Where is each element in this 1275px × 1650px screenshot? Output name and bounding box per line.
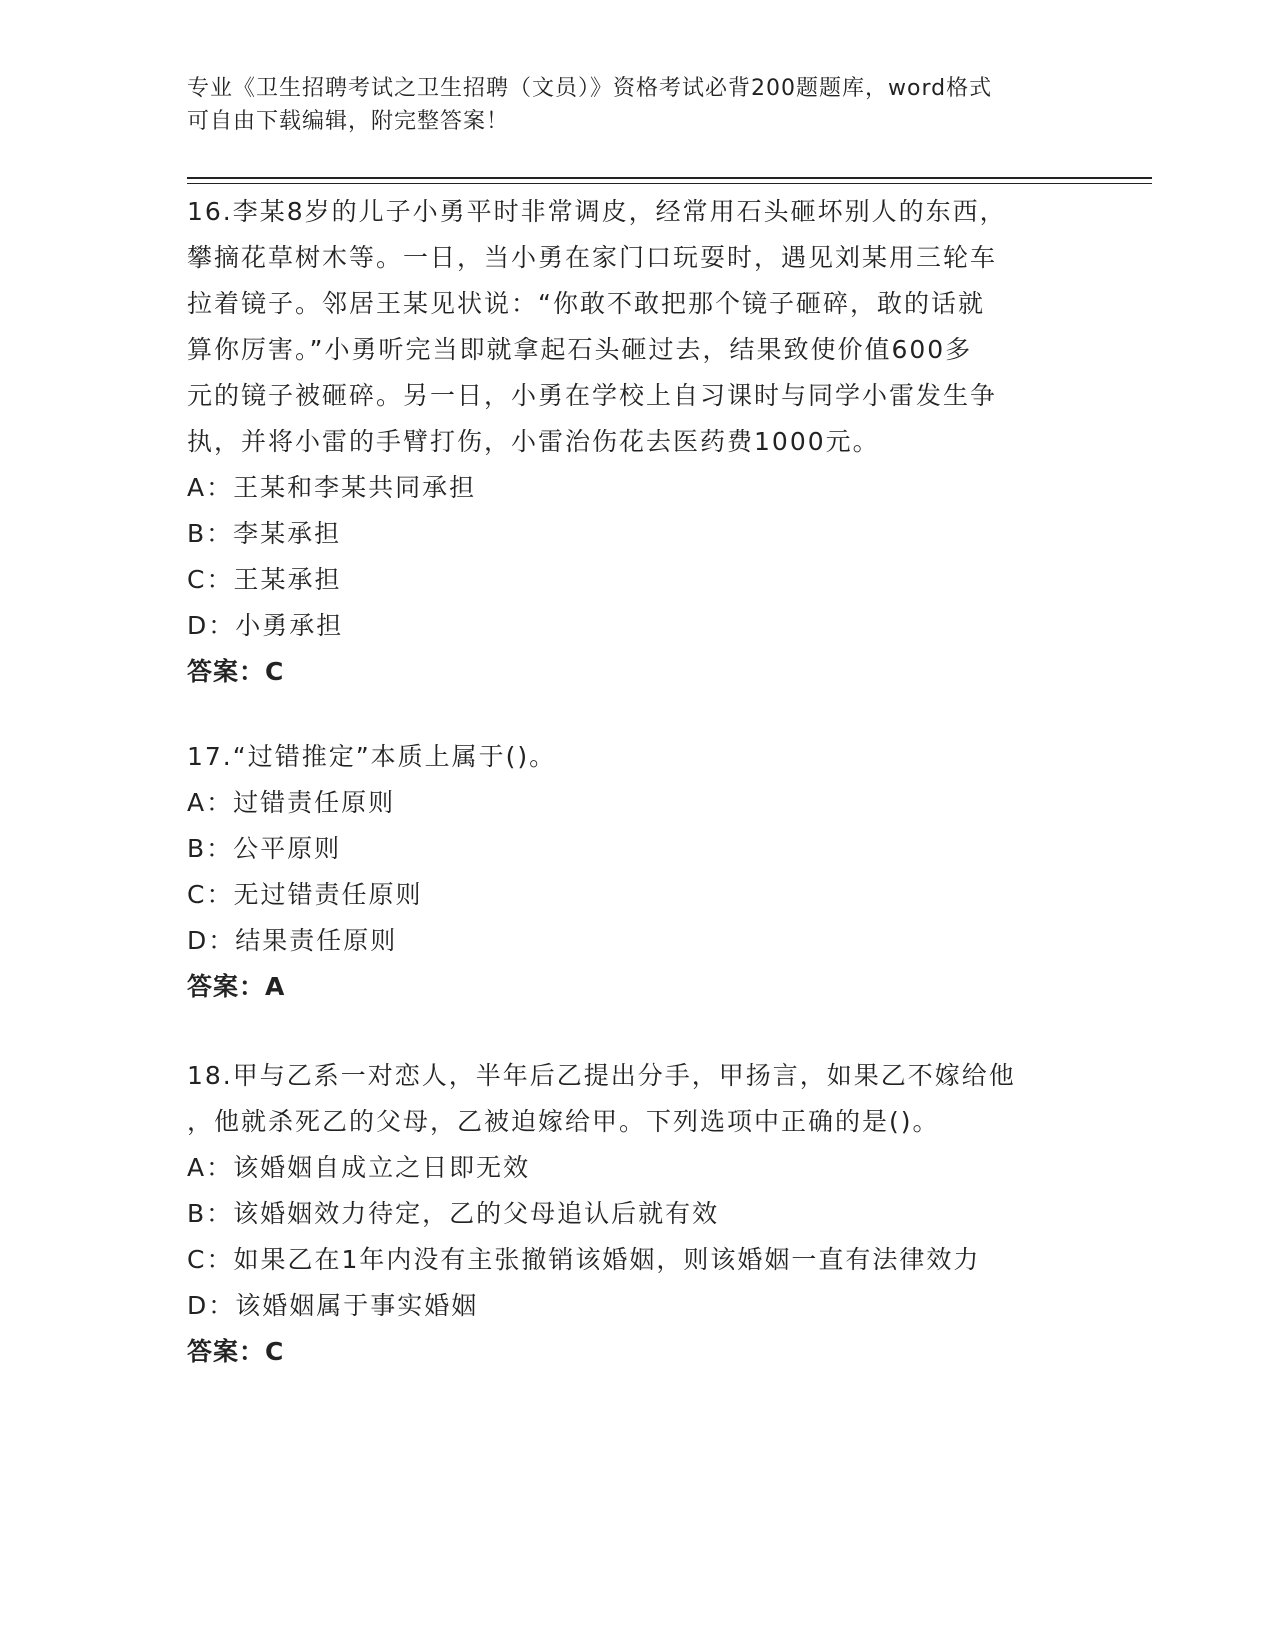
stem-line: 16.李某8岁的儿子小勇平时非常调皮，经常用石头砸坏别人的东西， bbox=[187, 197, 1007, 226]
stem-line: 执，并将小雷的手臂打伤，小雷治伤花去医药费1000元。 bbox=[187, 427, 880, 456]
header-divider-thin bbox=[187, 183, 1152, 184]
document-header bbox=[187, 72, 1067, 138]
option-d: D：该婚姻属于事实婚姻 bbox=[187, 1291, 479, 1320]
option-b: B：李某承担 bbox=[187, 519, 342, 548]
stem-line: 元的镜子被砸碎。另一日，小勇在学校上自习课时与同学小雷发生争 bbox=[187, 381, 998, 410]
question-17 bbox=[187, 734, 1087, 1010]
stem-line: 17.“过错推定”本质上属于()。 bbox=[187, 742, 557, 771]
question-18 bbox=[187, 1053, 1087, 1375]
stem-line: ，他就杀死乙的父母，乙被迫嫁给甲。下列选项中正确的是()。 bbox=[187, 1107, 940, 1136]
stem-line: 攀摘花草树木等。一日，当小勇在家门口玩耍时，遇见刘某用三轮车 bbox=[187, 243, 998, 272]
option-b: B：公平原则 bbox=[187, 834, 342, 863]
question-stem bbox=[187, 734, 1087, 780]
header-line-1: 专业《卫生招聘考试之卫生招聘（文员）》资格考试必背200题题库，word格式 bbox=[187, 76, 993, 101]
stem-line: 拉着镜子。邻居王某见状说：“你敢不敢把那个镜子砸碎，敢的话就 bbox=[187, 289, 985, 318]
stem-line: 18.甲与乙系一对恋人，半年后乙提出分手，甲扬言，如果乙不嫁给他 bbox=[187, 1061, 1016, 1090]
option-c: C：如果乙在1年内没有主张撤销该婚姻，则该婚姻一直有法律效力 bbox=[187, 1245, 981, 1274]
option-a: A：过错责任原则 bbox=[187, 788, 396, 817]
answer-label: 答案：C bbox=[187, 657, 285, 686]
option-d: D：结果责任原则 bbox=[187, 926, 398, 955]
question-stem bbox=[187, 1053, 1087, 1145]
question-16 bbox=[187, 189, 1087, 695]
option-c: C：无过错责任原则 bbox=[187, 880, 423, 909]
question-stem bbox=[187, 189, 1087, 465]
option-c: C：王某承担 bbox=[187, 565, 342, 594]
option-a: A：该婚姻自成立之日即无效 bbox=[187, 1153, 531, 1182]
option-d: D：小勇承担 bbox=[187, 611, 344, 640]
header-line-2: 可自由下载编辑，附完整答案！ bbox=[187, 109, 510, 134]
option-a: A：王某和李某共同承担 bbox=[187, 473, 477, 502]
stem-line: 算你厉害。”小勇听完当即就拿起石头砸过去，结果致使价值600多 bbox=[187, 335, 973, 364]
option-b: B：该婚姻效力待定，乙的父母追认后就有效 bbox=[187, 1199, 720, 1228]
answer-label: 答案：C bbox=[187, 1337, 285, 1366]
header-divider-thick bbox=[187, 177, 1152, 179]
answer-label: 答案：A bbox=[187, 972, 286, 1001]
